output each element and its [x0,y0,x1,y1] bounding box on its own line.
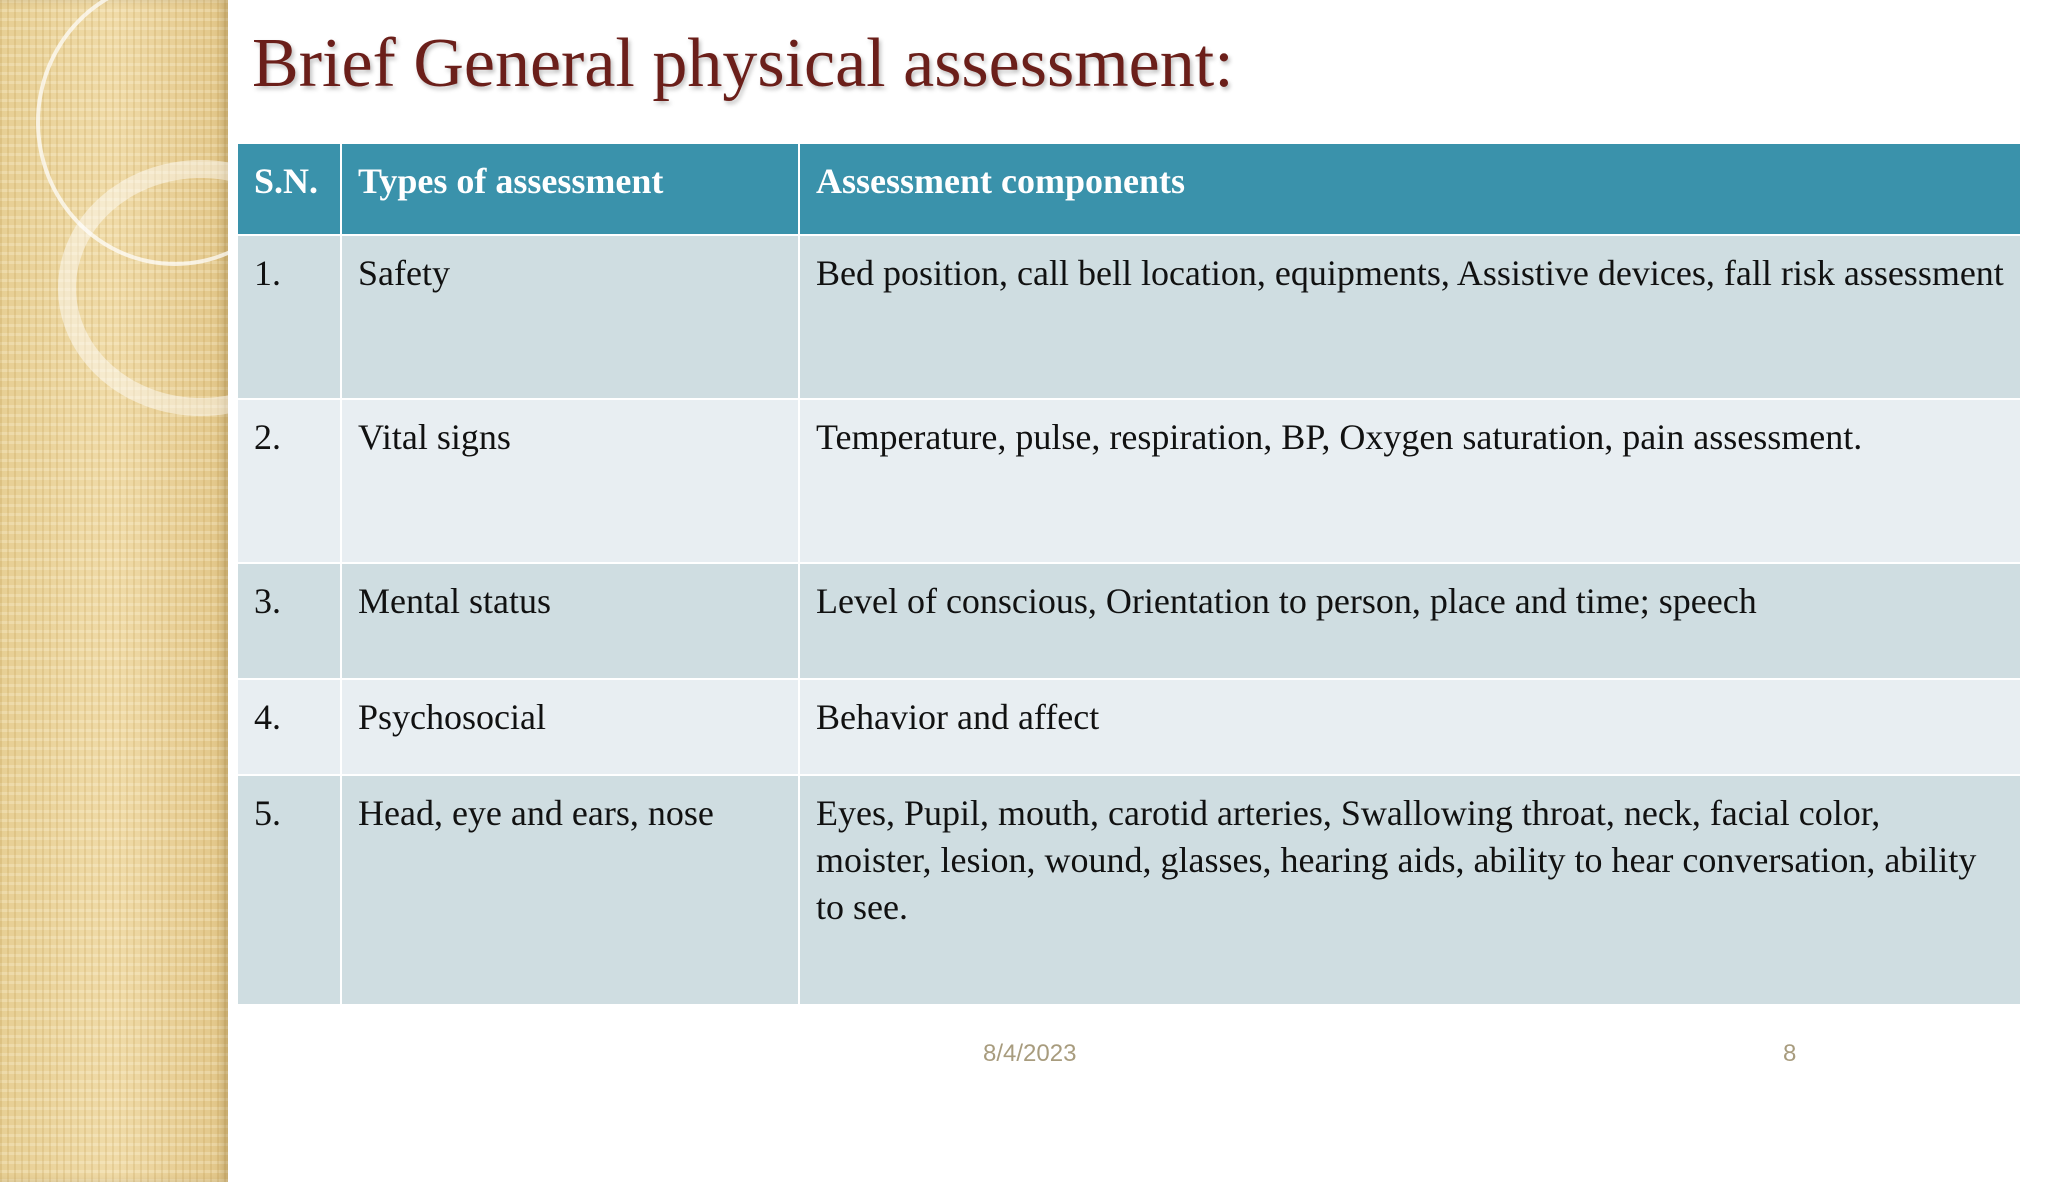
cell-type: Mental status [341,563,799,679]
cell-components: Level of conscious, Orientation to person, place and time; speech [799,563,2021,679]
cell-type: Safety [341,235,799,399]
header-type: Types of assessment [341,143,799,235]
cell-components: Temperature, pulse, respiration, BP, Oxygen saturation, pain assessment. [799,399,2021,563]
header-sn: S.N. [237,143,341,235]
cell-components: Eyes, Pupil, mouth, carotid arteries, Swallowing throat, neck, facial color, moister, lesion, wound, glasses, hearing aids, ability to hear conversation, ability to see. [799,775,2021,1005]
table-row [237,563,2021,679]
table-row [237,399,2021,563]
cell-sn: 5. [237,775,341,1005]
table-row [237,235,2021,399]
cell-sn: 1. [237,235,341,399]
cell-components: Behavior and affect [799,679,2021,775]
cell-type: Psychosocial [341,679,799,775]
assessment-table [236,142,2022,1006]
table-row [237,775,2021,1005]
footer-page-number: 8 [1783,1040,1797,1067]
slide-title: Brief General physical assessment: [252,25,1234,102]
cell-sn: 4. [237,679,341,775]
cell-type: Vital signs [341,399,799,563]
table-row [237,679,2021,775]
table-header-row [237,143,2021,235]
decorative-side-panel [0,0,228,1182]
cell-type: Head, eye and ears, nose [341,775,799,1005]
header-components: Assessment components [799,143,2021,235]
cell-components: Bed position, call bell location, equipments, Assistive devices, fall risk assessment [799,235,2021,399]
cell-sn: 2. [237,399,341,563]
footer-date: 8/4/2023 [983,1040,1077,1067]
cell-sn: 3. [237,563,341,679]
